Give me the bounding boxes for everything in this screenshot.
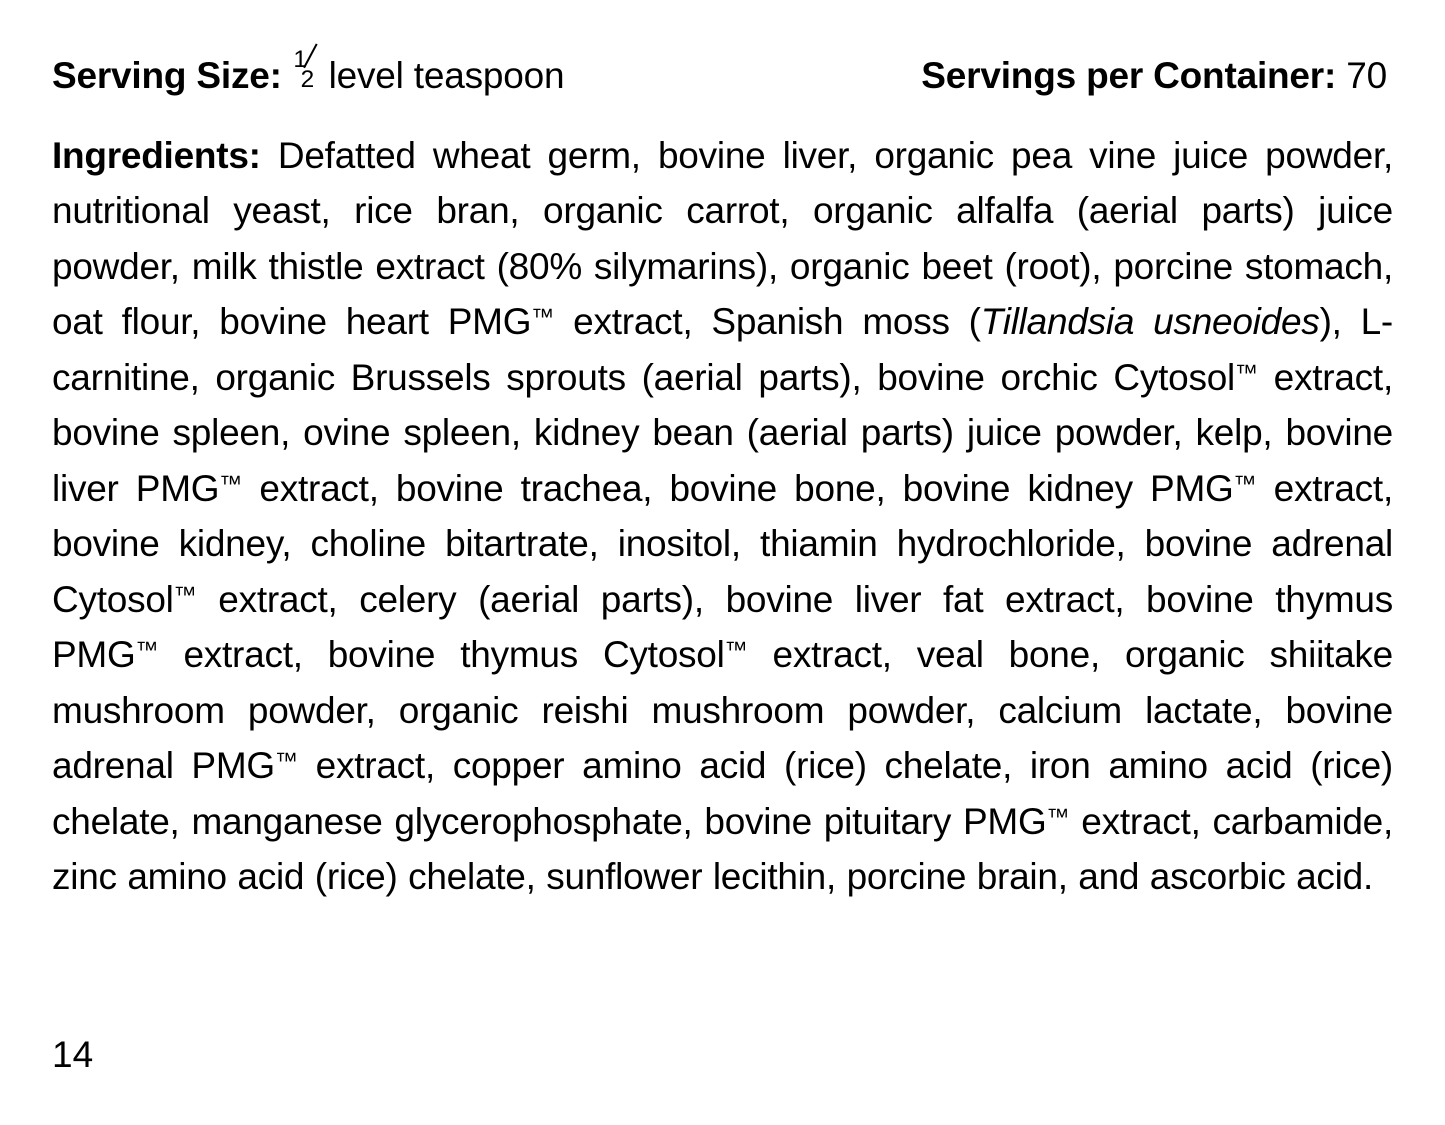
trademark-icon: ™ <box>135 636 159 663</box>
trademark-icon: ™ <box>1233 470 1257 497</box>
servings-per-container-value: 70 <box>1346 55 1387 97</box>
serving-size <box>52 45 565 97</box>
trademark-icon: ™ <box>219 470 243 497</box>
serving-size-unit: level teaspoon <box>318 55 565 97</box>
fraction-numerator: 1 <box>293 45 307 73</box>
one-half-fraction <box>293 45 316 93</box>
ingredients-text-7: extract, celery (aerial parts), bovine liver fat extract, bovine thymus PMG <box>52 578 1393 676</box>
ingredients-text-5: extract, bovine trachea, bovine bone, bovine kidney PMG <box>242 467 1234 509</box>
ingredients-paragraph <box>52 128 1393 905</box>
trademark-icon: ™ <box>1235 359 1258 386</box>
servings-per-container <box>921 57 1393 96</box>
ingredients-text-8: extract, bovine thymus Cytosol <box>158 634 725 676</box>
trademark-icon: ™ <box>274 747 298 774</box>
ingredients-text-3: ), L-carnitine, organic Brussels sprouts (aerial parts), bovine orchic Cytosol <box>52 301 1393 398</box>
ingredients-text-6: extract, bovine kidney, choline bitartrate, inositol, thiamin hydrochloride, bovine adrenal Cytosol <box>52 467 1393 620</box>
ingredients-italic-species: Tillandsia usneoides <box>980 301 1320 343</box>
trademark-icon: ™ <box>724 636 748 663</box>
ingredients-text-9: extract, veal bone, organic shiitake mushroom powder, organic reishi mushroom powder, calcium lactate, bovine adrenal PMG <box>52 634 1393 787</box>
serving-size-value <box>292 45 565 97</box>
ingredients-text-10: extract, copper amino acid (rice) chelate, iron amino acid (rice) chelate, manganese glycerophosphate, bovine pituitary PMG <box>52 745 1393 842</box>
ingredients-text-1: Defatted wheat germ, bovine liver, organic pea vine juice powder, nutritional yeast, rice bran, organic carrot, organic alfalfa (aerial parts) juice powder, milk thistle extract (80% silymarins), organic beet (root), porcine stomach, oat flour, bovine heart PMG <box>52 134 1393 343</box>
ingredients-text-4: extract, bovine spleen, ovine spleen, kidney bean (aerial parts) juice powder, kelp, bovine liver PMG <box>52 356 1393 509</box>
ingredients-text-11: extract, carbamide, zinc amino acid (rice) chelate, sunflower lecithin, porcine brain, and ascorbic acid. <box>52 800 1393 898</box>
page-number: 14 <box>52 1034 94 1075</box>
trademark-icon: ™ <box>1046 803 1070 830</box>
serving-row <box>52 45 1393 97</box>
trademark-icon: ™ <box>173 581 197 608</box>
servings-per-container-label: Servings per Container: <box>921 55 1337 97</box>
ingredients-text-2: extract, Spanish moss ( <box>554 301 981 343</box>
serving-size-label: Serving Size: <box>52 55 282 97</box>
ingredients-label: Ingredients: <box>52 134 261 176</box>
fraction-denominator: 2 <box>300 65 315 93</box>
trademark-icon: ™ <box>531 303 555 330</box>
